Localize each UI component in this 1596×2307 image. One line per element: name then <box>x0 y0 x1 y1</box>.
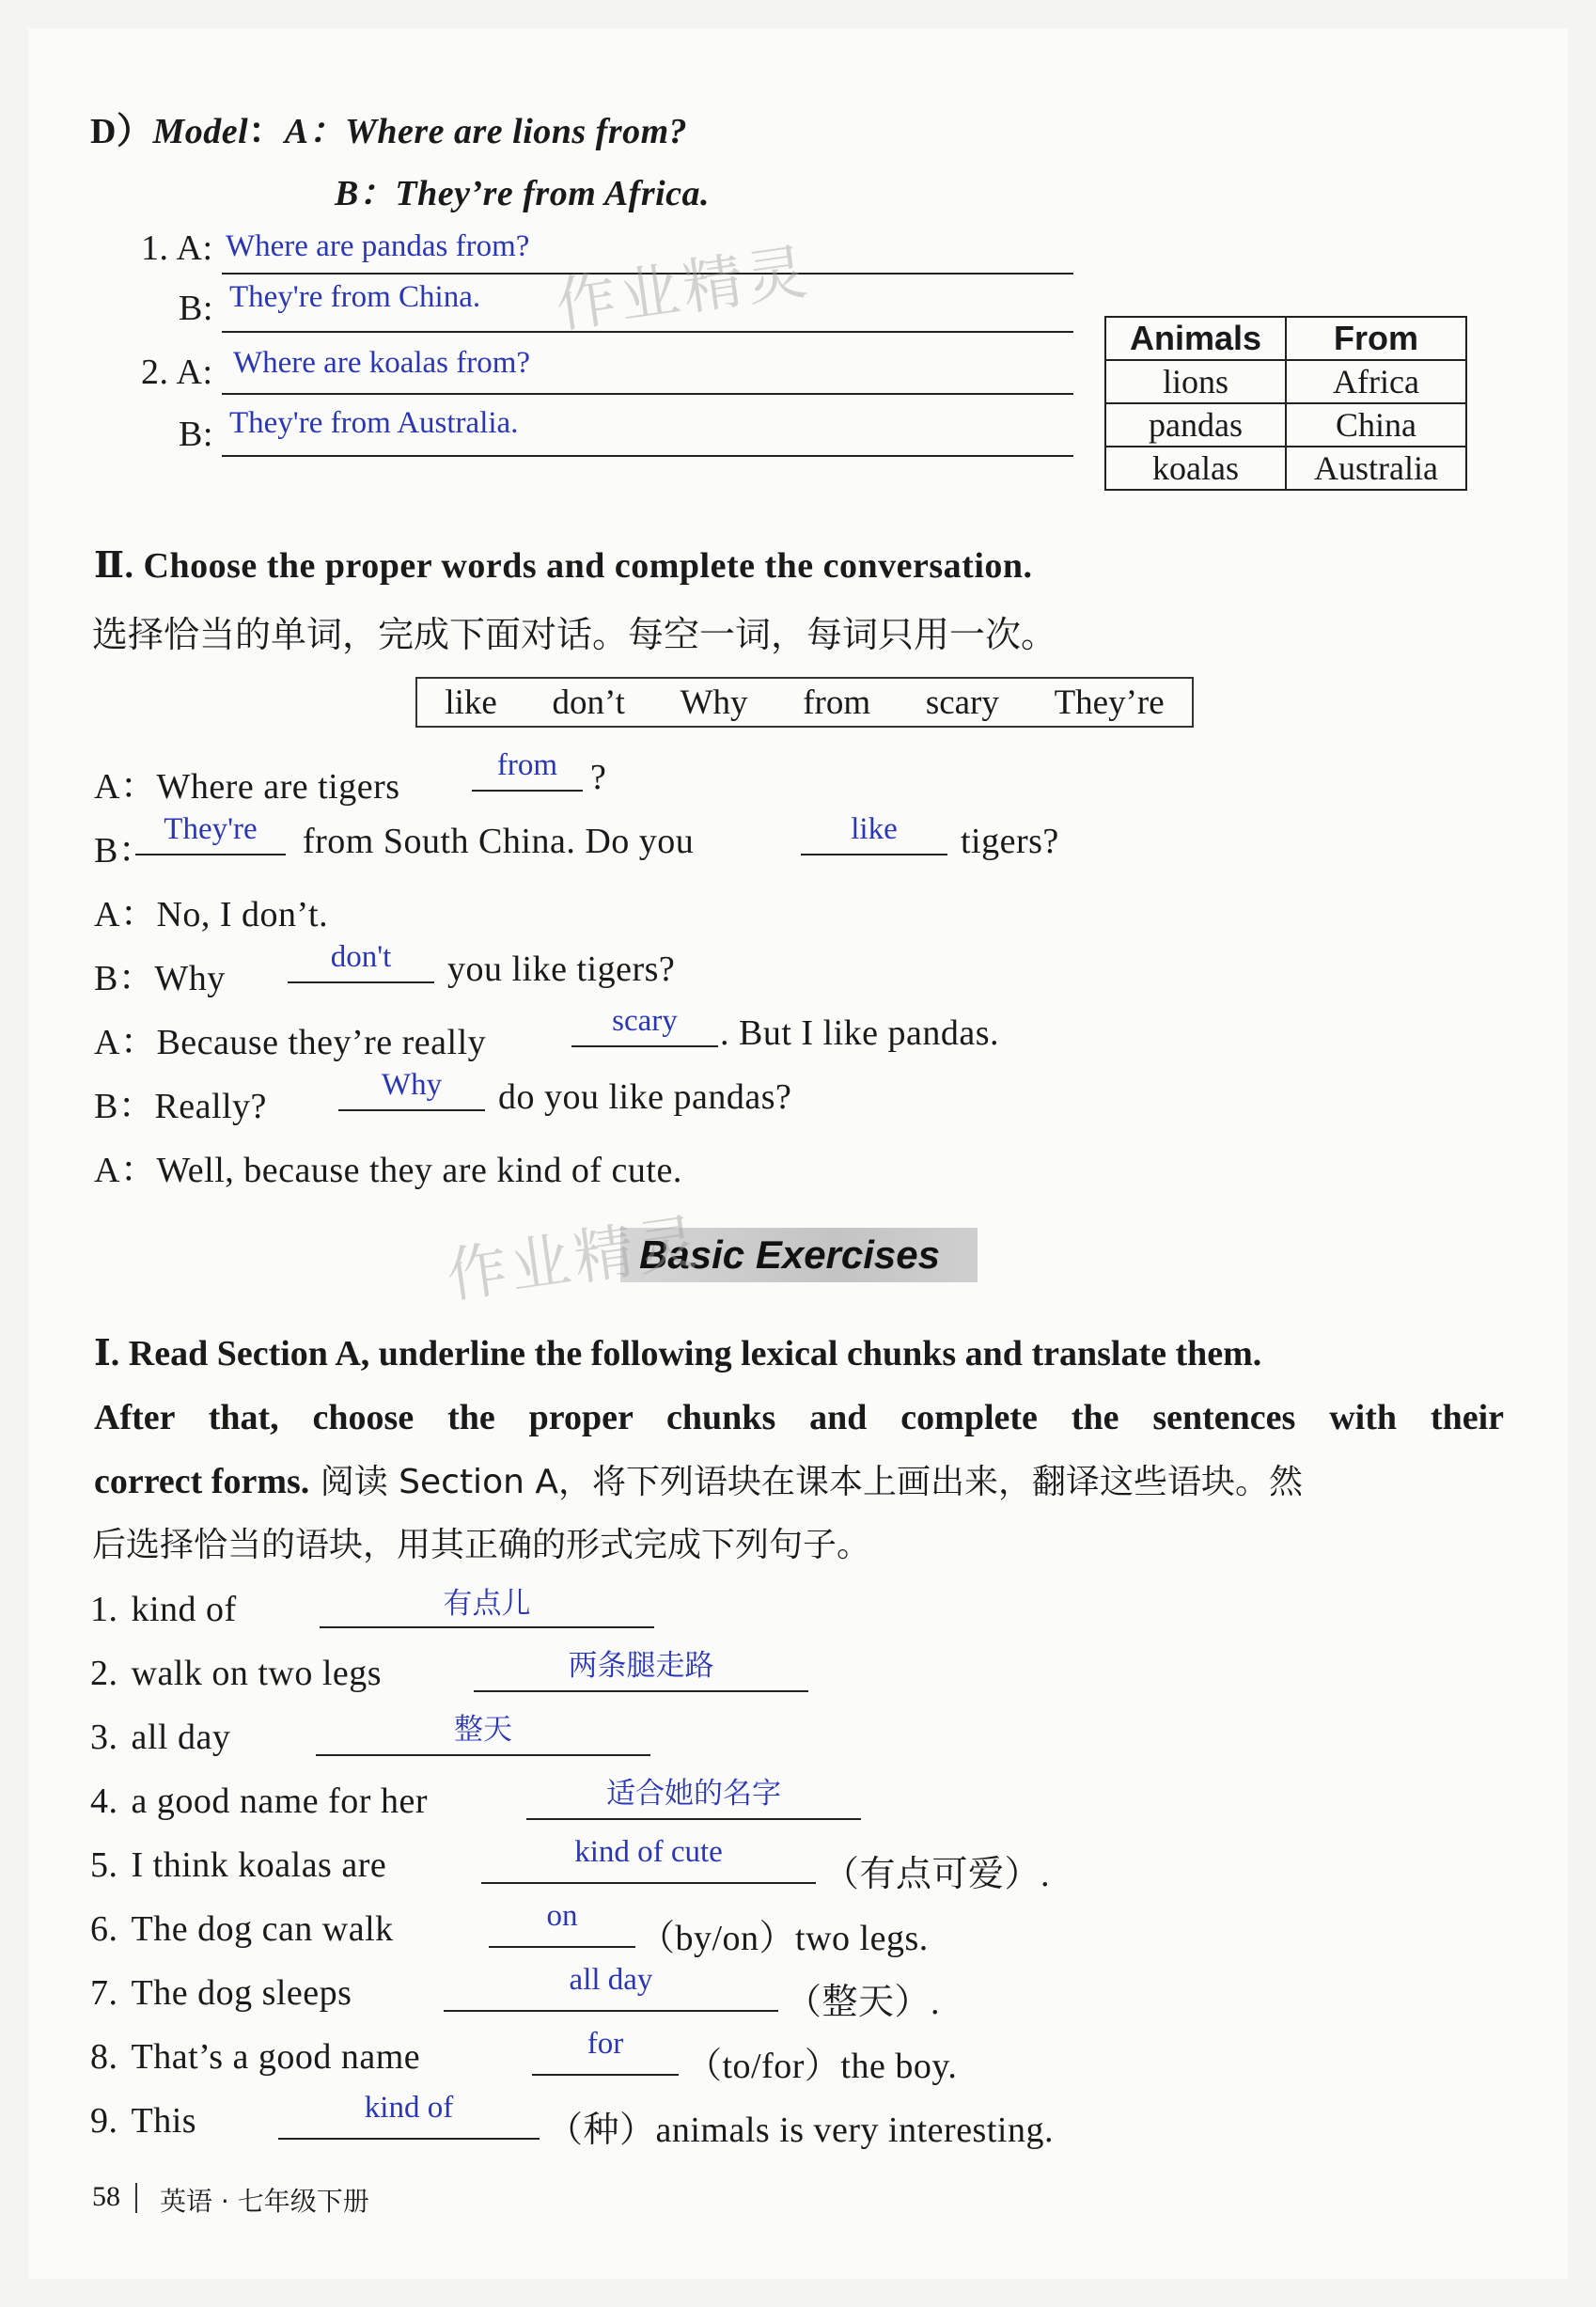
item-num: 2. <box>90 1654 118 1693</box>
speaker: A： <box>94 1023 157 1062</box>
table-cell: lions <box>1105 360 1286 403</box>
d-item-2-a: A: <box>176 353 213 392</box>
footer-divider <box>135 2183 137 2213</box>
table-cell: Africa <box>1286 360 1466 403</box>
dialogue-2-after: tigers? <box>961 822 1059 861</box>
exercise-8-blank[interactable] <box>532 2074 679 2076</box>
speaker: A： <box>94 767 157 807</box>
dialogue-line-6 <box>94 1076 267 1128</box>
dialogue-1-blank[interactable] <box>472 790 583 792</box>
page-number: 58 <box>92 2181 120 2212</box>
exercise-4-answer: 适合她的名字 <box>606 1777 781 1811</box>
workbook-page <box>28 28 1568 2279</box>
exercise-3-blank[interactable] <box>316 1754 650 1756</box>
model-b-label: B： <box>335 174 396 213</box>
dialogue-line-7 <box>94 1140 682 1192</box>
exercise-item-7 <box>90 1972 352 2014</box>
dialogue-5-blank[interactable] <box>571 1045 718 1047</box>
dialogue-6-answer: Why <box>381 1068 443 1102</box>
dialogue-text: Because they’re really <box>156 1023 487 1062</box>
dialogue-4-blank[interactable] <box>288 981 434 983</box>
exercise-7-after: （整天）. <box>786 1983 941 2022</box>
exercise-item-6 <box>90 1908 394 1950</box>
colon: ： <box>248 112 285 151</box>
exercise-2-answer: 两条腿走路 <box>568 1649 714 1683</box>
item-text: walk on two legs <box>131 1654 383 1693</box>
exercise-4-blank[interactable] <box>526 1818 861 1820</box>
dialogue-4-answer: don't <box>330 940 392 974</box>
exercise-5-after: （有点可爱）. <box>823 1855 1051 1894</box>
dialogue-text: Why <box>154 959 226 998</box>
exercise-item-2 <box>90 1653 382 1694</box>
exercise-8-after: （to/for）the boy. <box>686 2047 958 2086</box>
section-ii-heading: Ⅱ. Choose the proper words and complete the conversation. <box>94 546 1033 586</box>
dialogue-1-answer: from <box>496 748 558 782</box>
table-cell: Australia <box>1286 447 1466 490</box>
d-item-2-b-answer: They're from Australia. <box>229 406 519 440</box>
watermark-banner: 作业精灵 <box>443 1207 706 1312</box>
item-text: I think koalas are <box>131 1845 387 1885</box>
dialogue-text: No, I don’t. <box>156 895 329 934</box>
table-header-animals: Animals <box>1105 317 1286 360</box>
section-i-heading-3 <box>94 1450 1504 1514</box>
d-item-1-num: 1. <box>141 228 169 268</box>
basic-exercises-banner: Basic Exercises <box>620 1228 978 1282</box>
exercise-7-answer: all day <box>569 1963 653 1997</box>
exercise-6-answer: on <box>546 1899 578 1933</box>
dialogue-line-5 <box>94 1012 486 1064</box>
heading-3-cn: 阅读 Section A，将下列语块在课本上画出来，翻译这些语块。然 <box>309 1463 1303 1501</box>
exercise-item-8 <box>90 2036 420 2078</box>
word-bank-item: from <box>803 683 871 722</box>
section-i-heading-1: Ⅰ. Read Section A, underline the following lexical chunks and translate them. <box>94 1334 1262 1373</box>
d-item-2-a-blank[interactable] <box>222 393 1073 395</box>
d-item-1-b-answer: They're from China. <box>229 280 481 314</box>
item-num: 3. <box>90 1718 118 1757</box>
dialogue-text: Where are tigers <box>156 767 400 807</box>
dialogue-text: Really? <box>154 1087 267 1126</box>
section-d-model-line <box>90 102 687 153</box>
speaker: B： <box>94 1087 155 1126</box>
item-text: This <box>131 2101 197 2141</box>
dialogue-2-blank2[interactable] <box>801 854 947 855</box>
item-num: 9. <box>90 2101 118 2141</box>
item-text: That’s a good name <box>131 2037 421 2077</box>
item-num: 4. <box>90 1781 118 1821</box>
dialogue-text: Well, because they are kind of cute. <box>156 1151 682 1190</box>
dialogue-line-4 <box>94 949 226 1000</box>
item-text: kind of <box>131 1590 237 1629</box>
dialogue-6-after: do you like pandas? <box>498 1077 792 1117</box>
speaker: A： <box>94 1151 157 1190</box>
dialogue-2-middle: from South China. Do you <box>303 822 695 861</box>
word-bank-item: Why <box>680 683 748 722</box>
exercise-8-answer: for <box>587 2027 624 2061</box>
table-header-row <box>1105 317 1466 360</box>
exercise-item-5 <box>90 1844 386 1886</box>
animals-from-table <box>1104 316 1467 491</box>
section-d-label: D） <box>90 112 153 151</box>
word-bank-item: like <box>445 683 497 722</box>
d-item-1-b-label: B: <box>179 289 213 328</box>
table-row <box>1105 447 1466 490</box>
book-title: 英语 · 七年级下册 <box>160 2186 369 2217</box>
d-item-1-a-label <box>141 228 213 269</box>
exercise-item-1 <box>90 1589 237 1630</box>
exercise-1-blank[interactable] <box>320 1626 654 1628</box>
exercise-item-3 <box>90 1717 230 1758</box>
dialogue-6-blank[interactable] <box>338 1109 485 1111</box>
model-b-text: They’re from Africa. <box>395 174 711 213</box>
item-num: 5. <box>90 1845 118 1885</box>
word-bank <box>415 677 1194 728</box>
d-item-2-a-answer: Where are koalas from? <box>233 346 531 380</box>
model-a-label: A： <box>284 112 346 151</box>
exercise-5-blank[interactable] <box>481 1882 816 1884</box>
dialogue-2-blank[interactable] <box>135 854 286 855</box>
speaker: A： <box>94 895 157 934</box>
exercise-5-answer: kind of cute <box>574 1835 723 1869</box>
exercise-3-answer: 整天 <box>454 1713 512 1747</box>
d-item-2-num: 2. <box>141 353 169 392</box>
word-bank-item: don’t <box>552 683 625 722</box>
table-header-from: From <box>1286 317 1466 360</box>
d-item-2-b-blank[interactable] <box>222 455 1073 457</box>
item-num: 6. <box>90 1909 118 1949</box>
exercise-9-after: （种）animals is very interesting. <box>547 2111 1054 2150</box>
dialogue-5-answer: scary <box>612 1004 678 1038</box>
heading-3-bold: correct forms. <box>94 1462 310 1501</box>
watermark-top: 作业精灵 <box>552 237 815 342</box>
dialogue-5-after: . But I like pandas. <box>720 1013 1000 1053</box>
dialogue-line-3 <box>94 885 328 936</box>
dialogue-2-answer2: like <box>851 812 898 846</box>
exercise-7-blank[interactable] <box>444 2010 778 2012</box>
item-text: The dog can walk <box>131 1909 394 1949</box>
table-row <box>1105 360 1466 403</box>
exercise-6-blank[interactable] <box>489 1946 635 1948</box>
table-cell: China <box>1286 403 1466 447</box>
dialogue-line-1 <box>94 757 400 808</box>
item-text: a good name for her <box>131 1781 428 1821</box>
dialogue-line-2-speaker: B： <box>94 831 155 871</box>
d-item-2-a-label <box>141 352 213 393</box>
exercise-9-answer: kind of <box>364 2091 454 2125</box>
d-item-1-a: A: <box>176 228 213 268</box>
item-text: The dog sleeps <box>131 1973 352 2013</box>
exercise-2-blank[interactable] <box>474 1690 808 1692</box>
section-i-heading-4: 后选择恰当的语块，用其正确的形式完成下列句子。 <box>92 1526 871 1564</box>
item-num: 1. <box>90 1590 118 1629</box>
table-cell: koalas <box>1105 447 1286 490</box>
exercise-9-blank[interactable] <box>278 2138 540 2140</box>
d-item-2-b-label: B: <box>179 415 213 454</box>
model-a-text: Where are lions from? <box>345 112 688 151</box>
model-label: Model <box>152 112 249 151</box>
word-bank-item: They’re <box>1054 683 1165 722</box>
table-row <box>1105 403 1466 447</box>
section-i-heading-2: After that, choose the proper chunks and complete the sentences with their <box>94 1398 1504 1437</box>
speaker: B： <box>94 959 155 998</box>
item-num: 7. <box>90 1973 118 2013</box>
section-d-model-b-line <box>335 164 710 215</box>
dialogue-2-answer: They're <box>164 812 258 846</box>
d-item-1-a-answer: Where are pandas from? <box>226 229 530 263</box>
section-ii-subheading: 选择恰当的单词，完成下面对话。每空一词，每词只用一次。 <box>92 614 1057 655</box>
item-num: 8. <box>90 2037 118 2077</box>
exercise-6-after: （by/on）two legs. <box>639 1919 929 1958</box>
word-bank-item: scary <box>925 683 999 722</box>
item-text: all day <box>131 1718 231 1757</box>
exercise-1-answer: 有点儿 <box>443 1587 531 1621</box>
dialogue-1-after: ? <box>590 758 607 797</box>
exercise-item-4 <box>90 1781 428 1822</box>
exercise-item-9 <box>90 2100 196 2142</box>
dialogue-4-after: you like tigers? <box>447 949 676 989</box>
table-cell: pandas <box>1105 403 1286 447</box>
